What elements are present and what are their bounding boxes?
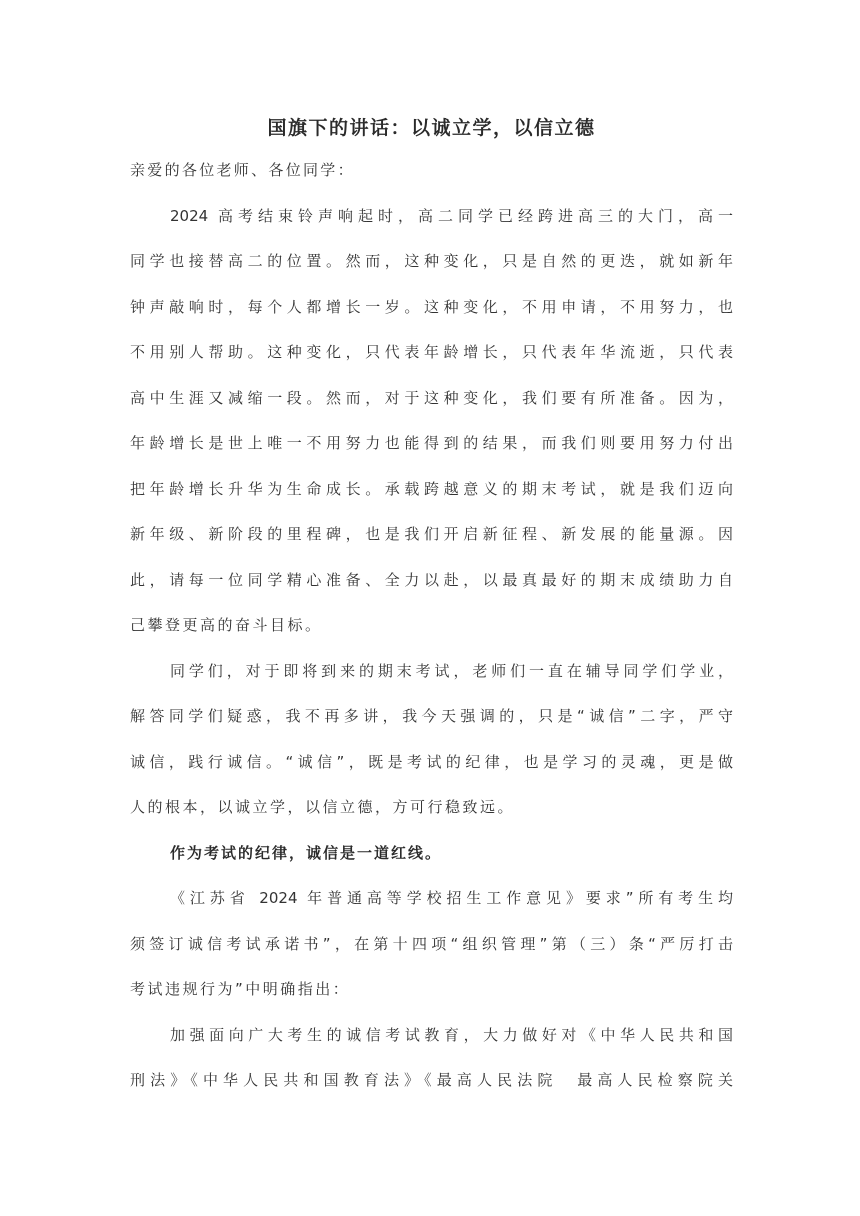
document-page [130,112,733,1104]
paragraph-line: 新年级、新阶段的里程碑，也是我们开启新征程、新发展的能量源。因 [130,525,733,543]
paragraph-line: 高中生涯又减缩一段。然而，对于这种变化，我们要有所准备。因为， [130,388,733,407]
paragraph-line: 把年龄增长升华为生命成长。承载跨越意义的期末考试，就是我们迈向 [130,479,733,498]
paragraph-line: 钟声敲响时，每个人都增长一岁。这种变化，不用申请，不用努力，也 [130,297,733,316]
paragraph-line: 己攀登更高的奋斗目标。 [130,616,323,634]
section-heading: 作为考试的纪律，诚信是一道红线。 [170,843,443,862]
paragraph-line: 加强面向广大考生的诚信考试教育，大力做好对《中华人民共和国 [170,1025,733,1044]
paragraph-line: 须签订诚信考试承诺书”，在第十四项“组织管理”第（三）条“严厉打击 [130,934,733,953]
paragraph-line: 解答同学们疑惑，我不再多讲，我今天强调的，只是“诚信”二字，严守 [130,707,733,725]
paragraph-line: 《江苏省 2024 年普通高等学校招生工作意见》要求”所有考生均 [170,889,733,907]
paragraph-2 [130,649,733,831]
paragraph-4 [130,1013,733,1104]
paragraph-line: 人的根本，以诚立学，以信立德，方可行稳致远。 [130,798,516,816]
paragraph-line: 同学也接替高二的位置。然而，这种变化，只是自然的更迭，就如新年 [130,252,733,270]
paragraph-3 [130,876,733,1013]
paragraph-line: 此，请每一位同学精心准备、全力以赴，以最真最好的期末成绩助力自 [130,570,733,589]
paragraph-line: 年龄增长是世上唯一不用努力也能得到的结果，而我们则要用努力付出 [130,434,733,452]
paragraph-line: 同学们，对于即将到来的期末考试，老师们一直在辅导同学们学业， [170,661,733,680]
paragraph-line: 不用别人帮助。这种变化，只代表年龄增长，只代表年华流逝，只代表 [130,343,733,361]
paragraph-line: 诚信，践行诚信。“诚信”，既是考试的纪律，也是学习的灵魂，更是做 [130,752,733,771]
document-title: 国旗下的讲话：以诚立学，以信立德 [267,117,596,139]
paragraph-line: 2024 高考结束铃声响起时，高二同学已经跨进高三的大门，高一 [170,206,733,225]
paragraph-line: 考试违规行为”中明确指出： [130,980,351,998]
salutation: 亲爱的各位老师、各位同学： [130,161,355,179]
paragraph-line: 刑法》《中华人民共和国教育法》《最高人民法院 最高人民检察院关 [130,1071,733,1089]
paragraph-1 [130,194,733,649]
